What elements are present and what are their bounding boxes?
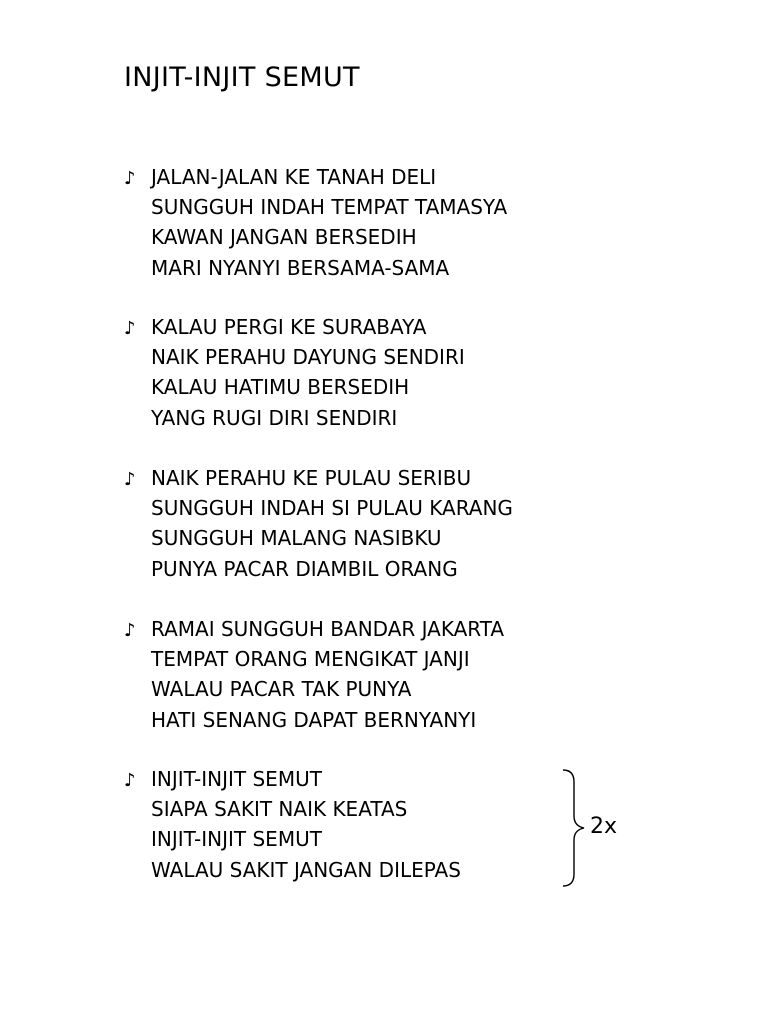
music-note-icon: ♪ [124, 620, 136, 641]
music-note-icon: ♪ [124, 770, 136, 791]
verse-line: RAMAI SUNGGUH BANDAR JAKARTA [151, 617, 505, 641]
music-note-icon: ♪ [124, 168, 136, 189]
verse-line: WALAU PACAR TAK PUNYA [151, 677, 412, 702]
verse-1 [124, 162, 644, 283]
verse-line: KALAU HATIMU BERSEDIH [151, 375, 410, 400]
verse-line: SIAPA SAKIT NAIK KEATAS [151, 797, 408, 822]
song-title: INJIT-INJIT SEMUT [124, 62, 360, 93]
verse-2 [124, 312, 644, 433]
verse-line: JALAN-JALAN KE TANAH DELI [151, 165, 437, 189]
verse-line: MARI NYANYI BERSAMA-SAMA [151, 255, 450, 280]
verse-line: WALAU SAKIT JANGAN DILEPAS [151, 857, 461, 882]
repeat-marker: 2x [590, 814, 618, 839]
verse-line: SUNGGUH INDAH TEMPAT TAMASYA [151, 195, 508, 220]
verse-line: HATI SENANG DAPAT BERNYANYI [151, 707, 477, 732]
verse-line: PUNYA PACAR DIAMBIL ORANG [151, 556, 458, 581]
verse-line: KALAU PERGI KE SURABAYA [151, 315, 427, 339]
verse-line: INJIT-INJIT SEMUT [151, 767, 322, 791]
music-note-icon: ♪ [124, 318, 136, 339]
music-note-icon: ♪ [124, 469, 136, 490]
verse-3 [124, 463, 644, 584]
verse-line: SUNGGUH INDAH SI PULAU KARANG [151, 496, 513, 521]
verse-line: NAIK PERAHU KE PULAU SERIBU [151, 466, 472, 490]
verse-line: NAIK PERAHU DAYUNG SENDIRI [151, 345, 465, 370]
verse-4 [124, 614, 644, 735]
verse-line: YANG RUGI DIRI SENDIRI [151, 405, 398, 430]
verse-line: TEMPAT ORANG MENGIKAT JANJI [151, 647, 470, 672]
verse-line: KAWAN JANGAN BERSEDIH [151, 225, 417, 250]
verse-line: SUNGGUH MALANG NASIBKU [151, 526, 442, 551]
verse-line: INJIT-INJIT SEMUT [151, 827, 322, 852]
